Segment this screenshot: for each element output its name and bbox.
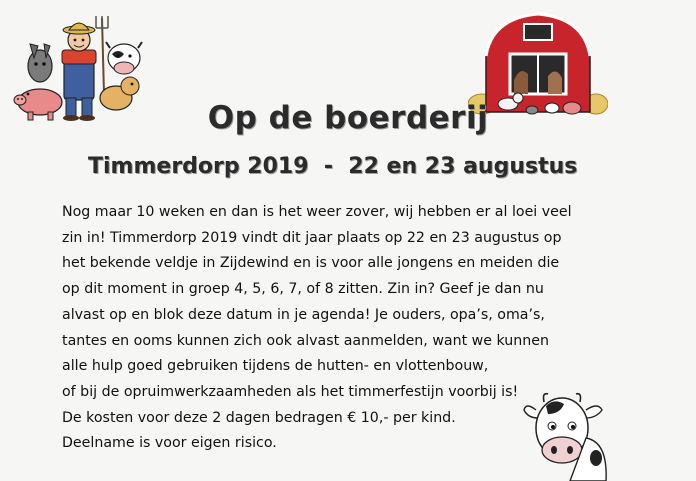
page-title: Op de boerderij (207, 100, 489, 136)
body-text (62, 200, 582, 457)
body-line: zin in! Timmerdorp 2019 vindt dit jaar plaats op 22 en 23 augustus op (62, 229, 562, 246)
body-line: tantes en ooms kunnen zich ook alvast aanmelden, want we kunnen (62, 332, 550, 349)
body-line: op dit moment in groep 4, 5, 6, 7, of 8 zitten. Zin in? Geef je dan nu (62, 281, 544, 298)
body-line: alvast op en blok deze datum in je agenda! Je ouders, opa’s, oma’s, (62, 306, 545, 323)
body-line: De kosten voor deze 2 dagen bedragen € 10,- per kind. (62, 409, 456, 426)
body-line: het bekende veldje in Zijdewind en is voor alle jongens en meiden die (62, 255, 560, 272)
body-line: Deelname is voor eigen risico. (62, 435, 277, 452)
body-line: Nog maar 10 weken en dan is het weer zover, wij hebben er al loei veel (62, 204, 572, 220)
body-line: of bij de opruimwerkzaamheden als het timmerfestijn voorbij is! (62, 383, 519, 400)
event-subtitle: Timmerdorp 2019 - 22 en 23 augustus (88, 154, 578, 179)
body-line: alle hulp goed gebruiken tijdens de hutten- en vlottenbouw, (62, 358, 489, 375)
